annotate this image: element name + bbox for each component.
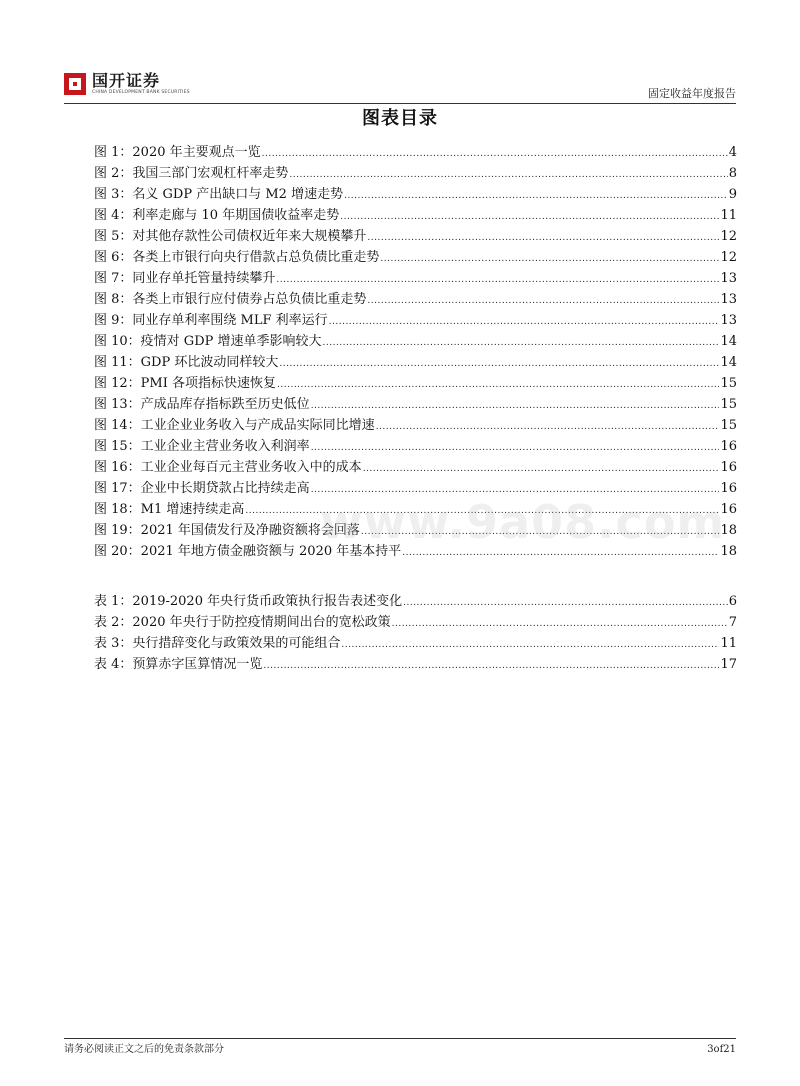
toc-entry-page: 8 — [728, 166, 737, 181]
toc-dot-leader — [311, 438, 720, 459]
toc-entry-label: 图 10：疫情对 GDP 增速单季影响较大 — [94, 334, 322, 349]
toc-entry-page: 16 — [720, 481, 737, 496]
toc-entry-page: 7 — [728, 615, 737, 630]
toc-dot-leader — [380, 249, 719, 270]
toc-entry-label: 图 20：2021 年地方债金融资额与 2020 年基本持平 — [94, 544, 402, 559]
toc-entry-page: 17 — [720, 657, 737, 672]
figure-toc-entry[interactable] — [94, 247, 737, 268]
logo-english-name: CHINA DEVELOPMENT BANK SECURITIES — [92, 90, 190, 95]
table-toc-entry[interactable] — [94, 612, 737, 633]
toc-entry-page: 11 — [720, 208, 737, 223]
toc-entry-label: 图 15：工业企业主营业务收入利润率 — [94, 439, 310, 454]
toc-entry-page: 18 — [720, 523, 737, 538]
toc-dot-leader — [311, 480, 720, 501]
toc-dot-leader — [263, 656, 719, 677]
toc-entry-page: 13 — [720, 292, 737, 307]
toc-dot-leader — [402, 543, 719, 564]
toc-entry-page: 15 — [720, 418, 737, 433]
toc-entry-page: 14 — [720, 334, 737, 349]
toc-entry-label: 图 19：2021 年国债发行及净融资额将会回落 — [94, 523, 360, 538]
toc-entry-page: 9 — [728, 187, 737, 202]
page-number: 3of21 — [707, 1044, 736, 1055]
toc-entry-label: 图 16：工业企业每百元主营业务收入中的成本 — [94, 460, 362, 475]
figure-toc-entry[interactable] — [94, 310, 737, 331]
figure-toc-entry[interactable] — [94, 226, 737, 247]
toc-entry-page: 11 — [720, 636, 737, 651]
company-logo — [64, 72, 190, 102]
table-toc-entry[interactable] — [94, 633, 737, 654]
toc-dot-leader — [361, 522, 720, 543]
table-toc-entry[interactable] — [94, 654, 737, 675]
toc-dot-leader — [276, 270, 719, 291]
toc-entry-label: 图 6：各类上市银行向央行借款占总负债比重走势 — [94, 250, 380, 265]
toc-entry-label: 表 4：预算赤字匡算情况一览 — [94, 657, 263, 672]
toc-dot-leader — [344, 186, 728, 207]
page-header — [64, 62, 736, 104]
toc-dot-leader — [323, 333, 720, 354]
toc-dot-leader — [403, 593, 728, 614]
toc-entry-page: 12 — [720, 250, 737, 265]
toc-dot-leader — [311, 396, 720, 417]
toc-dot-leader — [376, 417, 720, 438]
toc-entry-label: 图 12：PMI 各项指标快速恢复 — [94, 376, 277, 391]
toc-entry-page: 16 — [720, 502, 737, 517]
logo-mark-icon — [64, 73, 86, 95]
report-type: 固定收益年度报告 — [648, 87, 736, 100]
toc-dot-leader — [262, 144, 728, 165]
toc-dot-leader — [367, 228, 719, 249]
toc-dot-leader — [363, 459, 720, 480]
toc-entry-label: 图 2：我国三部门宏观杠杆率走势 — [94, 166, 289, 181]
toc-entry-label: 图 11：GDP 环比波动同样较大 — [94, 355, 279, 370]
toc-entry-page: 12 — [720, 229, 737, 244]
figure-toc-entry[interactable] — [94, 394, 737, 415]
toc-dot-leader — [279, 354, 719, 375]
figure-list — [94, 142, 737, 562]
toc-dot-leader — [367, 291, 719, 312]
toc-dot-leader — [289, 165, 727, 186]
table-list — [94, 591, 737, 675]
watermark: www.9a08.com — [320, 495, 726, 549]
footer-disclaimer: 请务必阅读正文之后的免责条款部分 — [64, 1044, 224, 1055]
toc-entry-page: 13 — [720, 313, 737, 328]
toc-entry-label: 图 7：同业存单托管量持续攀升 — [94, 271, 276, 286]
toc-dot-leader — [392, 614, 728, 635]
toc-dot-leader — [329, 312, 720, 333]
toc-dot-leader — [245, 501, 719, 522]
toc-entry-label: 图 9：同业存单利率围绕 MLF 利率运行 — [94, 313, 328, 328]
footer-divider — [64, 1038, 736, 1039]
toc-entry-label: 表 3：央行措辞变化与政策效果的可能组合 — [94, 636, 341, 651]
toc-entry-page: 13 — [720, 271, 737, 286]
figure-toc-entry[interactable] — [94, 205, 737, 226]
toc-entry-page: 18 — [720, 544, 737, 559]
toc-entry-page: 16 — [720, 439, 737, 454]
toc-entry-page: 4 — [728, 145, 737, 160]
toc-entry-label: 图 1：2020 年主要观点一览 — [94, 145, 261, 160]
figure-toc-entry[interactable] — [94, 163, 737, 184]
toc-entry-label: 图 4：利率走廊与 10 年期国债收益率走势 — [94, 208, 340, 223]
figure-toc-entry[interactable] — [94, 457, 737, 478]
figure-toc-entry[interactable] — [94, 436, 737, 457]
toc-entry-label: 图 14：工业企业业务收入与产成品实际同比增速 — [94, 418, 375, 433]
figure-toc-entry[interactable] — [94, 289, 737, 310]
figure-toc-entry[interactable] — [94, 331, 737, 352]
toc-entry-page: 16 — [720, 460, 737, 475]
toc-entry-label: 图 13：产成品库存指标跌至历史低位 — [94, 397, 310, 412]
toc-dot-leader — [277, 375, 719, 396]
toc-entry-label: 表 1：2019-2020 年央行货币政策执行报告表述变化 — [94, 594, 403, 609]
toc-entry-label: 图 8：各类上市银行应付债券占总负债比重走势 — [94, 292, 367, 307]
logo-chinese-name: 国开证券 — [92, 71, 161, 90]
figure-toc-entry[interactable] — [94, 415, 737, 436]
toc-entry-page: 15 — [720, 397, 737, 412]
figure-toc-entry[interactable] — [94, 499, 737, 520]
figure-toc-entry[interactable] — [94, 520, 737, 541]
toc-entry-page: 15 — [720, 376, 737, 391]
toc-dot-leader — [340, 207, 719, 228]
figure-toc-entry[interactable] — [94, 268, 737, 289]
toc-entry-label: 图 3：名义 GDP 产出缺口与 M2 增速走势 — [94, 187, 344, 202]
page-title: 图表目录 — [362, 108, 438, 129]
toc-entry-page: 6 — [728, 594, 737, 609]
toc-entry-page: 14 — [720, 355, 737, 370]
figure-toc-entry[interactable] — [94, 478, 737, 499]
table-toc-entry[interactable] — [94, 591, 737, 612]
toc-entry-label: 图 18：M1 增速持续走高 — [94, 502, 245, 517]
figure-toc-entry[interactable] — [94, 352, 737, 373]
toc-entry-label: 图 5：对其他存款性公司债权近年来大规模攀升 — [94, 229, 367, 244]
figure-toc-entry[interactable] — [94, 184, 737, 205]
toc-entry-label: 图 17：企业中长期贷款占比持续走高 — [94, 481, 310, 496]
header-divider — [64, 103, 736, 104]
figure-toc-entry[interactable] — [94, 142, 737, 163]
figure-toc-entry[interactable] — [94, 373, 737, 394]
toc-entry-label: 表 2：2020 年央行于防控疫情期间出台的宽松政策 — [94, 615, 391, 630]
figure-toc-entry[interactable] — [94, 541, 737, 562]
toc-dot-leader — [341, 635, 719, 656]
